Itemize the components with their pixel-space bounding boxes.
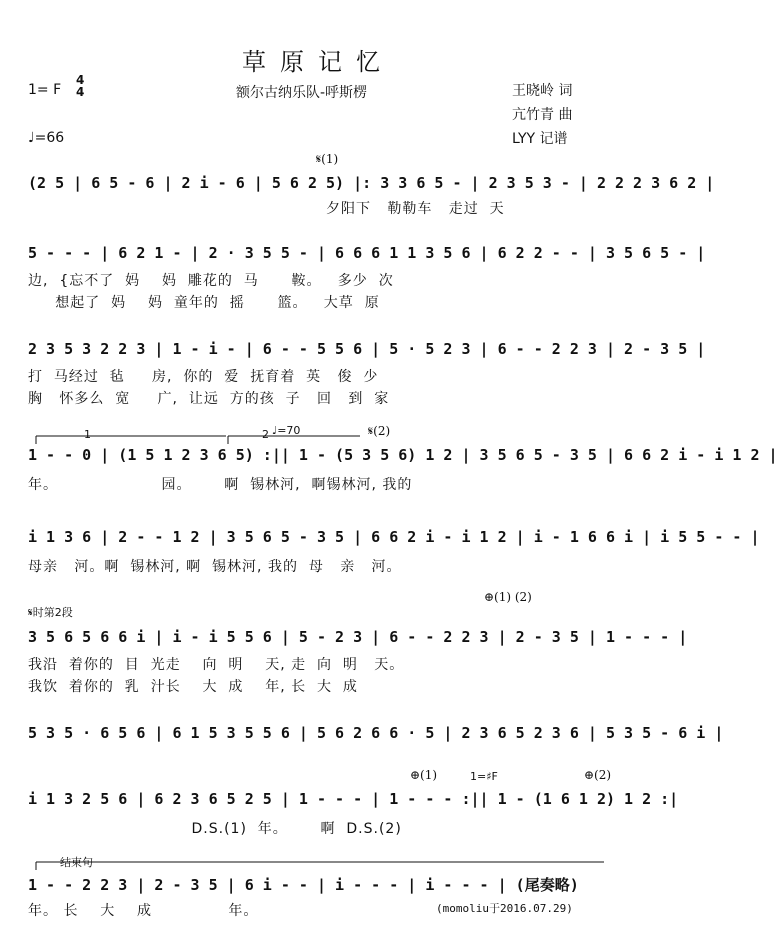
lyric-row-6a: 我沿 着你的 目 光走 向 明 天, 走 向 明 天。 (28, 657, 405, 673)
notation-row-8: i 1 3 2 5 6 | 6 2 3 6 5 2 5 | 1 - - - | 1 - - - :|| 1 - (1 6 1 2) 1 2 :| (28, 790, 679, 808)
lyricist-credit: 王晓岭 词 (512, 83, 573, 99)
signature-footer: (momoliu于2016.07.29) (436, 902, 573, 915)
performer: 额尔古纳乐队-呼斯楞 (236, 85, 368, 101)
lyric-row-3a: 打 马经过 毡 房, 你的 爱 抚育着 英 俊 少 (28, 369, 379, 385)
lyric-row-4: 年。 园。 啊 锡林河, 啊锡林河, 我的 (28, 477, 413, 493)
lyric-row-6b: 我饮 着你的 乳 汁长 大 成 年, 长 大 成 (28, 679, 358, 695)
transcriber-credit: LYY 记谱 (512, 131, 568, 147)
notation-row-7: 5 3 5 · 6 5 6 | 6 1 5 3 5 5 6 | 5 6 2 6 6 · 5 | 2 3 6 5 2 3 6 | 5 3 5 - 6 i | (28, 724, 724, 742)
ending-phrase-label: 结束句 (60, 856, 93, 869)
lyric-row-2b: 想起了 妈 妈 童年的 摇 篮。 大草 原 (28, 295, 380, 311)
key-signature: 1= F (28, 82, 62, 98)
segno-2-mark: 𝄋(2) (368, 424, 391, 438)
composer-credit: 亢竹青 曲 (512, 107, 573, 123)
volta-2-label: 2 (262, 428, 269, 441)
song-title: 草原记忆 (242, 48, 394, 76)
key-change-mark: 1=♯F (470, 770, 498, 783)
notation-row-1: (2 5 | 6 5 - 6 | 2 i - 6 | 5 6 2 5) |: 3 3 6 5 - | 2 3 5 3 - | 2 2 2 3 6 2 | (28, 174, 715, 192)
time-signature (76, 74, 84, 98)
lyric-row-1: 夕阳下 勒勒车 走过 天 (326, 201, 505, 217)
tempo-marking: ♩=66 (28, 130, 65, 146)
second-verse-mark: 𝄋时第2段 (28, 606, 73, 619)
lyric-row-3b: 胸 怀多么 宽 广, 让远 方的孩 子 回 到 家 (28, 391, 390, 407)
notation-row-6: 3 5 6 5 6 6 i | i - i 5 5 6 | 5 - 2 3 | 6 - - 2 2 3 | 2 - 3 5 | 1 - - - | (28, 628, 688, 646)
notation-row-5: i 1 3 6 | 2 - - 1 2 | 3 5 6 5 - 3 5 | 6 6 2 i - i 1 2 | i - 1 6 6 i | i 5 5 - - | (28, 528, 760, 546)
notation-row-9: 1 - - 2 2 3 | 2 - 3 5 | 6 i - - | i - - - | i - - - | (尾奏略) (28, 876, 579, 894)
time-sig-top: 4 (76, 73, 85, 87)
notation-row-2: 5 - - - | 6 2 1 - | 2 · 3 5 5 - | 6 6 6 1 1 3 5 6 | 6 2 2 - - | 3 5 6 5 - | (28, 244, 706, 262)
volta-1-label: 1 (84, 428, 91, 441)
coda-1-mark: ⊕(1) (410, 768, 438, 782)
segno-1-mark: 𝄋(1) (316, 152, 339, 166)
notation-row-4: 1 - - 0 | (1 5 1 2 3 6 5) :|| 1 - (5 3 5 6) 1 2 | 3 5 6 5 - 3 5 | 6 6 2 i - i 1 2 | (28, 446, 778, 464)
coda-1-2-mark: ⊕(1) (2) (484, 590, 532, 604)
time-sig-bottom: 4 (76, 85, 85, 99)
notation-row-3: 2 3 5 3 2 2 3 | 1 - i - | 6 - - 5 5 6 | 5 · 5 2 3 | 6 - - 2 2 3 | 2 - 3 5 | (28, 340, 706, 358)
lyric-row-2a: 边, {忘不了 妈 妈 雕花的 马 鞍。 多少 次 (28, 273, 394, 289)
lyric-row-8: D.S.(1) 年。 啊 D.S.(2) (28, 821, 402, 837)
coda-2-mark: ⊕(2) (584, 768, 612, 782)
lyric-row-5: 母亲 河。啊 锡林河, 啊 锡林河, 我的 母 亲 河。 (28, 559, 402, 575)
lyric-row-9: 年。 长 大 成 年。 (28, 903, 259, 919)
tempo-change: ♩=70 (272, 424, 301, 437)
